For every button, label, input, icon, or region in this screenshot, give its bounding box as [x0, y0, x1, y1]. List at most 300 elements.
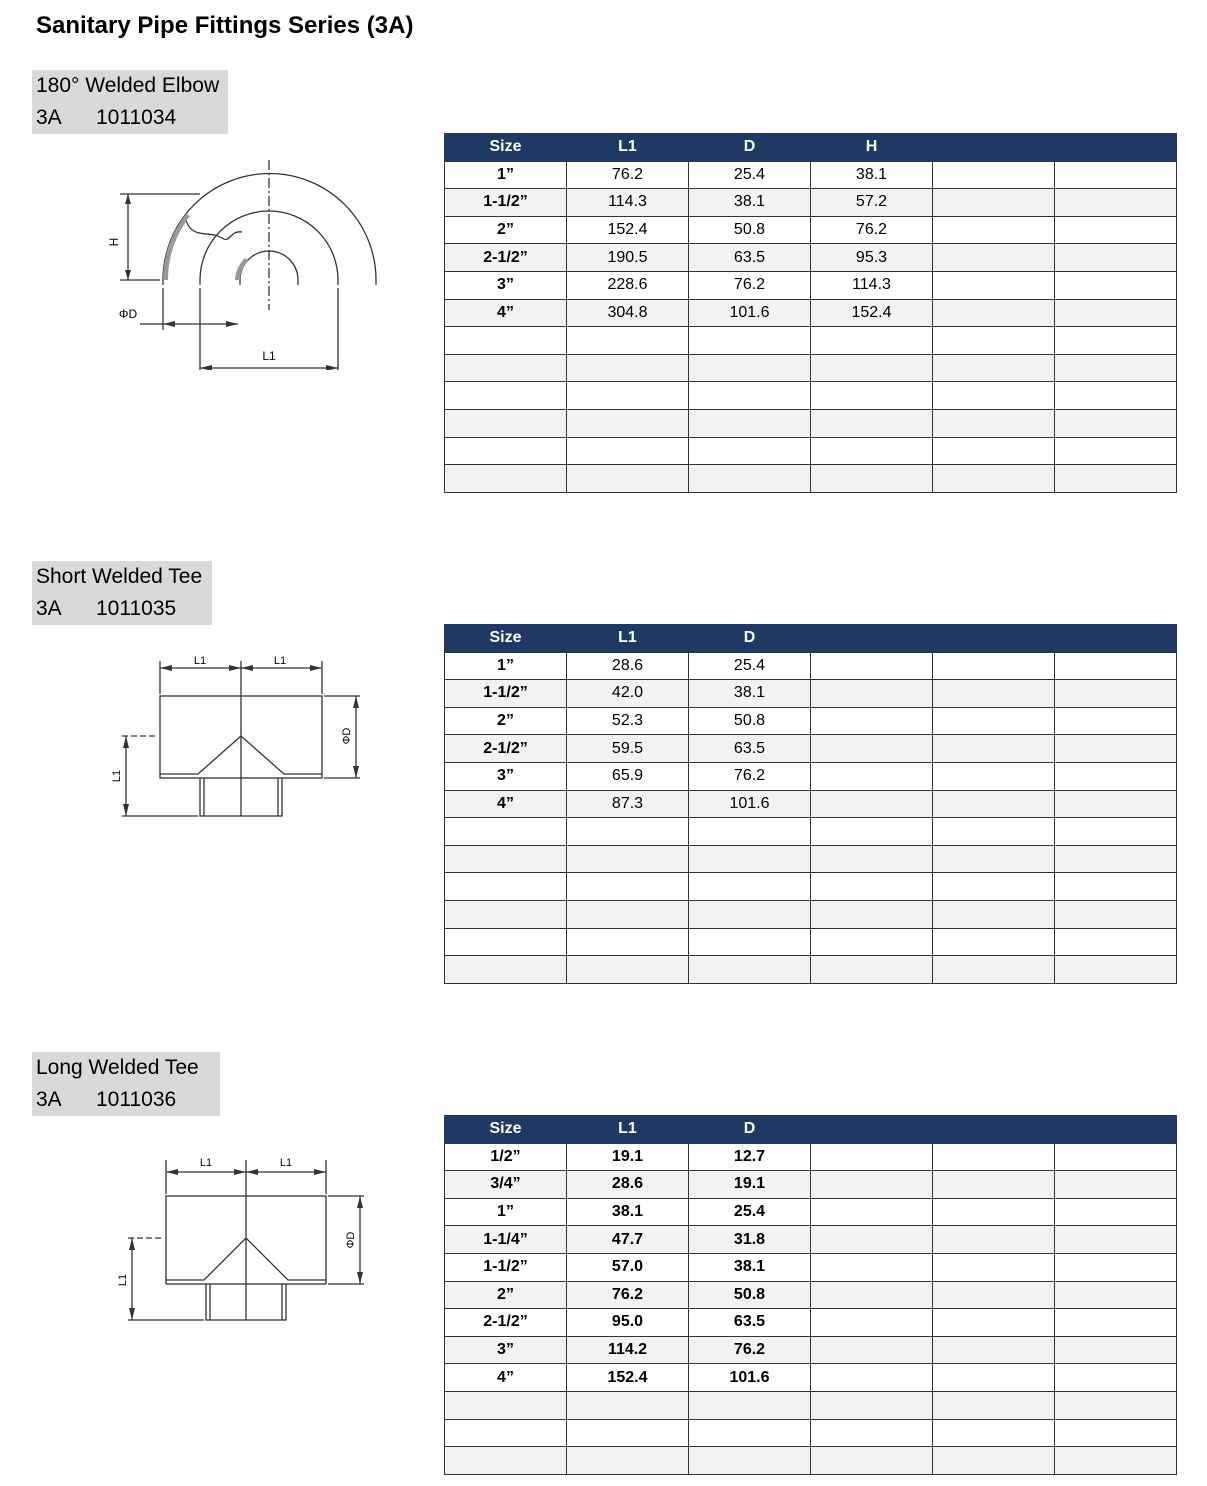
table-row	[445, 956, 1177, 984]
table-row	[445, 1447, 1177, 1475]
table-cell	[1055, 1391, 1177, 1419]
table-cell: 152.4	[567, 216, 689, 244]
table-body	[445, 1143, 1177, 1474]
product-series: 3A	[36, 1088, 62, 1111]
table-cell: 12.7	[689, 1143, 811, 1171]
table-row	[445, 1419, 1177, 1447]
product-name: Long Welded Tee	[36, 1056, 199, 1079]
size-cell: 1/2”	[445, 1143, 567, 1171]
size-cell: 1-1/2”	[445, 680, 567, 708]
table-cell	[1055, 1447, 1177, 1475]
size-cell	[445, 1447, 567, 1475]
size-cell: 1-1/2”	[445, 189, 567, 217]
table-cell	[933, 1171, 1055, 1199]
size-cell	[445, 900, 567, 928]
table-cell	[811, 382, 933, 410]
table-row	[445, 189, 1177, 217]
table-cell	[1055, 1364, 1177, 1392]
spec-table-elbow	[444, 133, 1177, 493]
table-cell	[811, 327, 933, 355]
column-header: L1	[567, 134, 689, 162]
table-row	[445, 1143, 1177, 1171]
size-cell: 2-1/2”	[445, 1309, 567, 1337]
size-cell	[445, 409, 567, 437]
table-cell: 76.2	[811, 216, 933, 244]
size-cell: 2-1/2”	[445, 244, 567, 272]
table-row	[445, 409, 1177, 437]
size-cell: 1-1/4”	[445, 1226, 567, 1254]
table-row	[445, 652, 1177, 680]
table-row	[445, 790, 1177, 818]
table-cell	[567, 465, 689, 493]
table-row	[445, 437, 1177, 465]
table-cell	[1055, 928, 1177, 956]
table-cell	[933, 873, 1055, 901]
table-cell	[1055, 652, 1177, 680]
table-cell	[811, 652, 933, 680]
table-cell: 19.1	[567, 1143, 689, 1171]
table-cell: 57.2	[811, 189, 933, 217]
table-cell: 152.4	[567, 1364, 689, 1392]
table-cell	[1055, 873, 1177, 901]
dim-label-l1-side: L1	[111, 769, 123, 783]
column-header: Size	[445, 1116, 567, 1144]
size-cell: 2”	[445, 216, 567, 244]
table-cell	[811, 465, 933, 493]
column-header	[933, 1116, 1055, 1144]
spec-table-long-tee	[444, 1115, 1177, 1475]
table-cell	[933, 271, 1055, 299]
table-row	[445, 900, 1177, 928]
table-cell: 228.6	[567, 271, 689, 299]
table-cell: 63.5	[689, 1309, 811, 1337]
table-cell	[933, 1419, 1055, 1447]
table-cell	[933, 1198, 1055, 1226]
table-cell	[1055, 790, 1177, 818]
table-cell: 101.6	[689, 1364, 811, 1392]
column-header	[811, 625, 933, 653]
table-row	[445, 735, 1177, 763]
table-cell	[811, 790, 933, 818]
table-cell	[1055, 465, 1177, 493]
table-header-row	[445, 134, 1177, 162]
table-cell: 50.8	[689, 1281, 811, 1309]
table-cell: 28.6	[567, 1171, 689, 1199]
table-row	[445, 299, 1177, 327]
size-cell	[445, 873, 567, 901]
table-row	[445, 161, 1177, 189]
table-cell	[567, 354, 689, 382]
table-cell	[811, 845, 933, 873]
table-cell	[689, 1391, 811, 1419]
table-cell: 101.6	[689, 790, 811, 818]
size-cell: 1-1/2”	[445, 1253, 567, 1281]
table-cell	[567, 409, 689, 437]
table-cell	[567, 873, 689, 901]
table-cell	[567, 900, 689, 928]
table-cell: 50.8	[689, 216, 811, 244]
size-cell	[445, 465, 567, 493]
size-cell: 3/4”	[445, 1171, 567, 1199]
spec-table-short-tee	[444, 624, 1177, 984]
product-name: 180° Welded Elbow	[36, 74, 220, 97]
product-label	[32, 561, 212, 625]
product-label	[32, 70, 228, 134]
table-cell	[933, 707, 1055, 735]
table-header-row	[445, 1116, 1177, 1144]
table-cell	[1055, 956, 1177, 984]
table-cell	[933, 299, 1055, 327]
dim-label-d: ΦD	[341, 727, 353, 745]
size-cell	[445, 845, 567, 873]
table-cell: 304.8	[567, 299, 689, 327]
table-cell	[1055, 845, 1177, 873]
table-cell	[811, 762, 933, 790]
table-cell	[811, 1336, 933, 1364]
table-cell	[811, 707, 933, 735]
table-cell	[933, 1336, 1055, 1364]
table-cell	[933, 465, 1055, 493]
table-cell	[689, 354, 811, 382]
table-cell	[933, 1226, 1055, 1254]
table-cell	[933, 1447, 1055, 1475]
table-cell: 76.2	[689, 271, 811, 299]
table-cell	[1055, 1171, 1177, 1199]
table-cell: 42.0	[567, 680, 689, 708]
table-cell	[933, 161, 1055, 189]
dim-label-l1-right: L1	[273, 656, 287, 667]
table-row	[445, 818, 1177, 846]
dim-label-l1: L1	[262, 349, 276, 363]
table-cell	[1055, 216, 1177, 244]
product-code: 1011035	[96, 597, 177, 620]
column-header	[1055, 1116, 1177, 1144]
table-cell	[933, 1309, 1055, 1337]
column-header: L1	[567, 1116, 689, 1144]
size-cell: 3”	[445, 762, 567, 790]
table-cell: 190.5	[567, 244, 689, 272]
table-cell: 63.5	[689, 244, 811, 272]
table-cell: 87.3	[567, 790, 689, 818]
table-body	[445, 161, 1177, 492]
short-tee-drawing	[108, 656, 368, 836]
table-cell	[567, 818, 689, 846]
table-cell	[1055, 1309, 1177, 1337]
product-series: 3A	[36, 597, 62, 620]
table-cell	[811, 1143, 933, 1171]
table-cell	[811, 1447, 933, 1475]
size-cell	[445, 382, 567, 410]
column-header	[811, 1116, 933, 1144]
table-cell	[933, 409, 1055, 437]
dim-label-h: H	[107, 237, 121, 247]
table-row	[445, 382, 1177, 410]
product-label	[32, 1052, 220, 1116]
table-cell: 63.5	[689, 735, 811, 763]
table-cell	[567, 928, 689, 956]
table-cell: 50.8	[689, 707, 811, 735]
size-cell	[445, 327, 567, 355]
size-cell	[445, 928, 567, 956]
table-cell: 114.3	[567, 189, 689, 217]
size-cell	[445, 1419, 567, 1447]
column-header	[933, 134, 1055, 162]
table-cell	[933, 928, 1055, 956]
table-cell	[567, 845, 689, 873]
column-header: D	[689, 625, 811, 653]
table-cell	[933, 382, 1055, 410]
dim-label-l1-side: L1	[117, 1273, 129, 1287]
table-cell	[1055, 437, 1177, 465]
table-row	[445, 244, 1177, 272]
table-cell	[689, 818, 811, 846]
table-cell	[567, 437, 689, 465]
dim-label-d: ΦD	[345, 1231, 357, 1249]
size-cell	[445, 1391, 567, 1419]
table-cell: 47.7	[567, 1226, 689, 1254]
table-cell	[1055, 680, 1177, 708]
table-cell	[1055, 818, 1177, 846]
table-cell	[933, 437, 1055, 465]
table-cell	[689, 873, 811, 901]
size-cell	[445, 437, 567, 465]
table-cell: 25.4	[689, 161, 811, 189]
table-cell	[933, 652, 1055, 680]
table-cell	[811, 873, 933, 901]
size-cell	[445, 956, 567, 984]
table-cell	[1055, 1281, 1177, 1309]
size-cell	[445, 818, 567, 846]
table-cell: 101.6	[689, 299, 811, 327]
table-cell	[689, 928, 811, 956]
table-cell: 31.8	[689, 1226, 811, 1254]
column-header	[1055, 134, 1177, 162]
column-header: Size	[445, 625, 567, 653]
size-cell	[445, 354, 567, 382]
table-cell	[811, 900, 933, 928]
table-cell	[933, 762, 1055, 790]
table-row	[445, 707, 1177, 735]
table-cell: 38.1	[811, 161, 933, 189]
table-cell	[567, 327, 689, 355]
table-cell	[811, 1171, 933, 1199]
table-cell	[1055, 707, 1177, 735]
product-code: 1011036	[96, 1088, 177, 1111]
column-header: L1	[567, 625, 689, 653]
table-cell	[933, 1364, 1055, 1392]
size-cell: 2”	[445, 1281, 567, 1309]
table-cell	[933, 354, 1055, 382]
table-cell	[933, 1143, 1055, 1171]
table-cell: 38.1	[567, 1198, 689, 1226]
table-cell	[1055, 299, 1177, 327]
table-cell: 57.0	[567, 1253, 689, 1281]
table-cell	[933, 327, 1055, 355]
table-cell	[811, 1226, 933, 1254]
column-header	[1055, 625, 1177, 653]
column-header: Size	[445, 134, 567, 162]
table-cell	[689, 327, 811, 355]
table-cell: 114.3	[811, 271, 933, 299]
table-cell	[1055, 1419, 1177, 1447]
table-cell	[1055, 1226, 1177, 1254]
page-title: Sanitary Pipe Fittings Series (3A)	[36, 12, 414, 39]
table-cell	[1055, 354, 1177, 382]
table-row	[445, 873, 1177, 901]
size-cell: 3”	[445, 1336, 567, 1364]
table-cell	[1055, 735, 1177, 763]
table-cell	[811, 1198, 933, 1226]
table-row	[445, 465, 1177, 493]
elbow-drawing	[100, 160, 390, 370]
table-cell: 52.3	[567, 707, 689, 735]
table-cell	[1055, 244, 1177, 272]
table-cell	[811, 1391, 933, 1419]
table-cell: 19.1	[689, 1171, 811, 1199]
table-cell	[811, 956, 933, 984]
table-cell	[933, 244, 1055, 272]
table-cell	[933, 956, 1055, 984]
table-row	[445, 354, 1177, 382]
table-cell	[811, 680, 933, 708]
table-cell	[933, 735, 1055, 763]
table-row	[445, 1391, 1177, 1419]
table-cell: 76.2	[689, 1336, 811, 1364]
size-cell: 4”	[445, 790, 567, 818]
table-cell	[811, 818, 933, 846]
table-row	[445, 680, 1177, 708]
dim-label-l1-left: L1	[199, 1157, 213, 1169]
table-cell	[689, 465, 811, 493]
column-header	[933, 625, 1055, 653]
table-cell	[1055, 327, 1177, 355]
table-cell	[689, 845, 811, 873]
table-row	[445, 1253, 1177, 1281]
table-row	[445, 1364, 1177, 1392]
table-cell	[811, 735, 933, 763]
table-cell	[1055, 161, 1177, 189]
long-tee-drawing	[114, 1152, 374, 1332]
table-cell	[811, 1419, 933, 1447]
size-cell: 1”	[445, 1198, 567, 1226]
table-cell	[689, 437, 811, 465]
table-cell	[1055, 762, 1177, 790]
table-cell	[811, 1309, 933, 1337]
table-row	[445, 762, 1177, 790]
product-name: Short Welded Tee	[36, 565, 203, 588]
product-code: 1011034	[96, 106, 177, 129]
table-row	[445, 1336, 1177, 1364]
table-row	[445, 845, 1177, 873]
table-cell	[933, 189, 1055, 217]
table-cell	[689, 900, 811, 928]
table-cell: 38.1	[689, 680, 811, 708]
table-cell	[1055, 1198, 1177, 1226]
table-cell	[933, 680, 1055, 708]
table-cell	[1055, 1253, 1177, 1281]
table-cell	[811, 1281, 933, 1309]
table-cell	[689, 1447, 811, 1475]
dim-label-l1-right: L1	[279, 1157, 293, 1169]
table-cell	[1055, 382, 1177, 410]
table-cell	[933, 790, 1055, 818]
table-cell: 76.2	[689, 762, 811, 790]
table-cell	[567, 1447, 689, 1475]
table-body	[445, 652, 1177, 983]
size-cell: 2”	[445, 707, 567, 735]
table-cell: 95.0	[567, 1309, 689, 1337]
table-cell	[1055, 271, 1177, 299]
table-cell	[933, 1281, 1055, 1309]
table-cell	[689, 1419, 811, 1447]
table-cell	[933, 845, 1055, 873]
table-cell	[567, 1391, 689, 1419]
table-row	[445, 216, 1177, 244]
table-cell: 25.4	[689, 1198, 811, 1226]
table-cell: 95.3	[811, 244, 933, 272]
table-cell: 38.1	[689, 189, 811, 217]
table-cell: 76.2	[567, 161, 689, 189]
table-cell: 38.1	[689, 1253, 811, 1281]
column-header: D	[689, 1116, 811, 1144]
table-cell: 28.6	[567, 652, 689, 680]
table-cell	[933, 216, 1055, 244]
product-series: 3A	[36, 106, 62, 129]
table-cell	[1055, 189, 1177, 217]
table-cell	[811, 437, 933, 465]
column-header: D	[689, 134, 811, 162]
table-row	[445, 271, 1177, 299]
table-cell	[811, 1364, 933, 1392]
dim-label-l1-left: L1	[193, 656, 207, 667]
table-cell: 114.2	[567, 1336, 689, 1364]
table-header-row	[445, 625, 1177, 653]
table-cell	[1055, 1143, 1177, 1171]
table-cell	[933, 1253, 1055, 1281]
table-row	[445, 1309, 1177, 1337]
size-cell: 3”	[445, 271, 567, 299]
table-cell	[1055, 900, 1177, 928]
table-cell: 59.5	[567, 735, 689, 763]
table-cell	[1055, 1336, 1177, 1364]
table-cell: 25.4	[689, 652, 811, 680]
size-cell: 4”	[445, 1364, 567, 1392]
table-cell	[933, 1391, 1055, 1419]
table-cell	[811, 354, 933, 382]
table-cell	[689, 409, 811, 437]
dim-label-d: ΦD	[118, 307, 138, 321]
size-cell: 1”	[445, 161, 567, 189]
table-row	[445, 928, 1177, 956]
table-row	[445, 1281, 1177, 1309]
size-cell: 2-1/2”	[445, 735, 567, 763]
table-cell: 152.4	[811, 299, 933, 327]
table-cell	[1055, 409, 1177, 437]
table-cell	[689, 956, 811, 984]
size-cell: 4”	[445, 299, 567, 327]
table-cell	[933, 818, 1055, 846]
table-cell: 65.9	[567, 762, 689, 790]
table-cell	[567, 1419, 689, 1447]
table-cell: 76.2	[567, 1281, 689, 1309]
table-row	[445, 1226, 1177, 1254]
table-row	[445, 1198, 1177, 1226]
table-cell	[689, 382, 811, 410]
table-cell	[567, 382, 689, 410]
table-row	[445, 327, 1177, 355]
size-cell: 1”	[445, 652, 567, 680]
table-cell	[811, 1253, 933, 1281]
